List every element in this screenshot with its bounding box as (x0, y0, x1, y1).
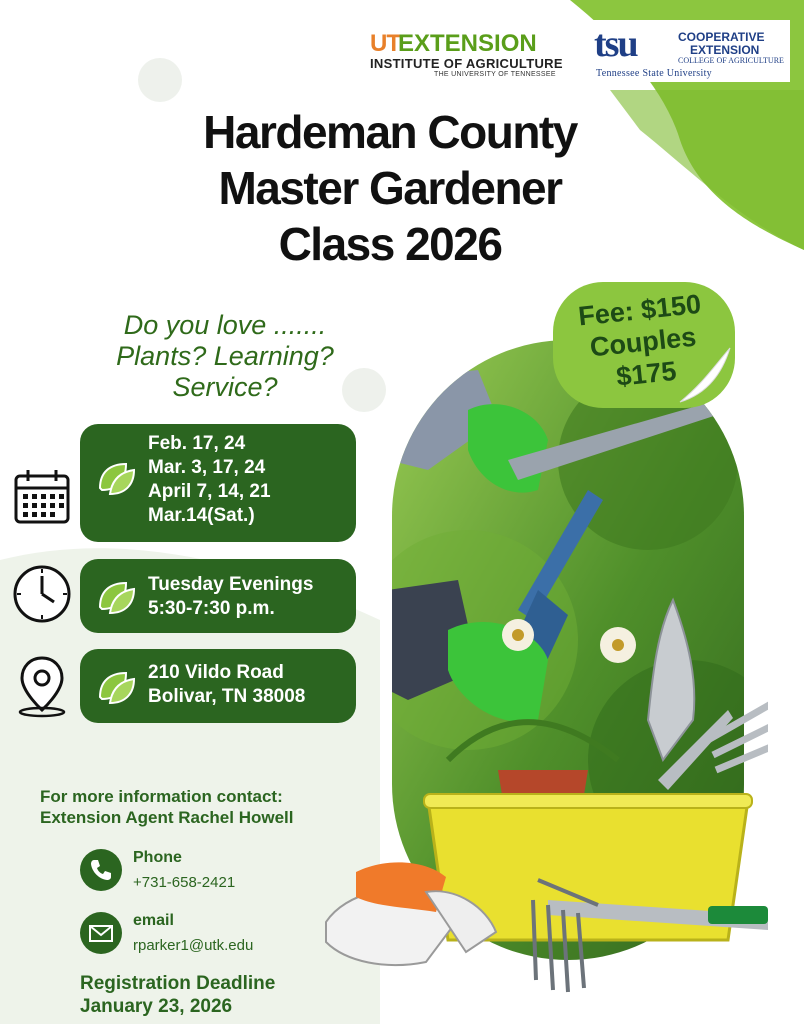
intro-line-2: Plants? Learning? (116, 341, 334, 371)
dates-line: Mar.14(Sat.) (148, 505, 255, 526)
clock-icon (10, 562, 74, 626)
time-line-1: Tuesday Evenings (148, 574, 314, 595)
leaf-icon (96, 458, 136, 498)
time-pill (80, 559, 356, 633)
ut-extension-wordmark: EXTENSION (398, 30, 537, 57)
envelope-icon (80, 912, 122, 954)
leaf-icon (96, 577, 136, 617)
fee-line-1: Fee: $150 (576, 288, 703, 332)
dates-pill (80, 424, 356, 542)
phone-number[interactable]: +731-658-2421 (133, 874, 236, 891)
page-title (120, 104, 660, 272)
ut-logo-mark: UT (370, 30, 400, 57)
phone-icon (80, 849, 122, 891)
intro-line-3: Service? (172, 372, 278, 402)
tsu-cooperative-text: COOPERATIVE (678, 30, 765, 44)
class-time (148, 573, 313, 621)
tsu-logo-mark: tsu (594, 23, 637, 65)
class-dates (148, 432, 271, 528)
address-pill (80, 649, 356, 723)
tsu-college-text: COLLEGE OF AGRICULTURE (678, 56, 784, 65)
address-line-1: 210 Vildo Road (148, 662, 284, 683)
title-line-2: Master Gardener (218, 162, 562, 214)
location-pin-icon (10, 654, 74, 718)
fee-text (548, 285, 737, 399)
ut-university-text: THE UNIVERSITY OF TENNESSEE (434, 71, 556, 78)
class-address (148, 661, 305, 709)
phone-label: Phone (133, 849, 182, 866)
dates-line: Feb. 17, 24 (148, 433, 246, 454)
address-line-2: Bolivar, TN 38008 (148, 686, 306, 707)
tsu-university-text: Tennessee State University (596, 68, 712, 79)
contact-heading (40, 786, 293, 828)
email-label: email (133, 912, 174, 929)
time-line-2: 5:30-7:30 p.m. (148, 598, 275, 619)
calendar-icon (10, 466, 74, 530)
title-line-3: Class 2026 (278, 218, 502, 270)
partner-logos (362, 20, 790, 82)
dates-line: Mar. 3, 17, 24 (148, 457, 266, 478)
fee-line-2: Couples (588, 321, 698, 363)
deadline-line-2: January 23, 2026 (80, 996, 233, 1017)
tsu-extension-text: EXTENSION (690, 43, 760, 57)
fee-line-3: $175 (614, 355, 678, 392)
leaf-icon (96, 667, 136, 707)
intro-line-1: Do you love ....... (123, 310, 327, 340)
contact-heading-line-1: For more information contact: (40, 787, 283, 806)
gardening-gloves-image (306, 852, 506, 972)
registration-deadline (80, 972, 275, 1018)
title-line-1: Hardeman County (203, 106, 577, 158)
dates-line: April 7, 14, 21 (148, 481, 271, 502)
tsu-logo (590, 20, 790, 82)
ut-institute-text: INSTITUTE OF AGRICULTURE (370, 56, 563, 71)
contact-heading-line-2: Extension Agent Rachel Howell (40, 808, 294, 827)
email-address[interactable]: rparker1@utk.edu (133, 937, 254, 954)
intro-question (70, 310, 380, 403)
deadline-line-1: Registration Deadline (80, 973, 276, 994)
